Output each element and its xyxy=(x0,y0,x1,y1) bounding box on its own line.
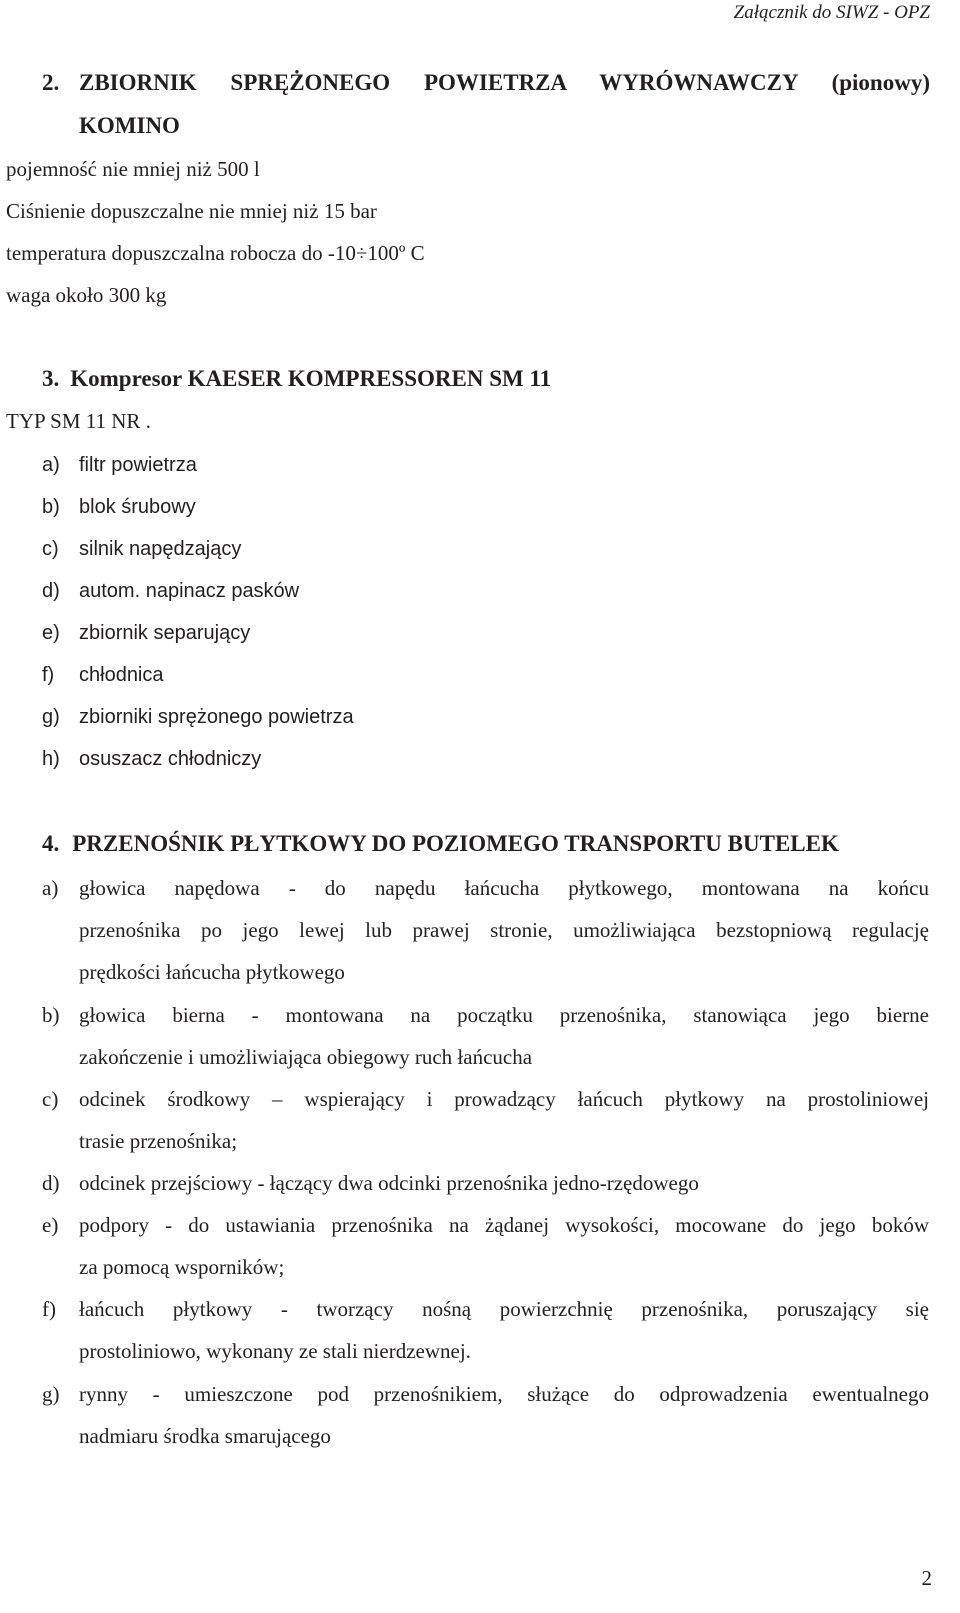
list-item-label: d) xyxy=(42,1171,60,1195)
list-item-line: głowica napędowa - do napędu łańcucha płytkowego, montowana na końcu xyxy=(79,876,929,900)
list-item-label: e) xyxy=(42,1213,59,1237)
list-item-label: c) xyxy=(42,1087,59,1111)
list-item-text: blok śrubowy xyxy=(79,496,196,518)
list-item-line: odcinek przejściowy - łączący dwa odcinki przenośnika jedno-rzędowego xyxy=(79,1171,699,1195)
page-number: 2 xyxy=(921,1566,932,1590)
section-4-heading xyxy=(42,831,839,857)
list-item-line: prędkości łańcucha płytkowego xyxy=(79,960,345,984)
list-item-label: b) xyxy=(42,1003,60,1027)
list-item-label: e) xyxy=(42,622,60,644)
section-2-param: Ciśnienie dopuszczalne nie mniej niż 15 bar xyxy=(6,199,377,223)
list-item-label: b) xyxy=(42,496,60,518)
list-item xyxy=(0,1297,960,1381)
list-item-label: f) xyxy=(42,1297,56,1321)
section-2-title-line2: KOMINO xyxy=(79,113,180,138)
list-item-line: podpory - do ustawiania przenośnika na żądanej wysokości, mocowane do jego boków xyxy=(79,1213,929,1237)
list-item-text: chłodnica xyxy=(79,664,164,686)
list-item-text: autom. napinacz pasków xyxy=(79,580,300,602)
list-item-text: filtr powietrza xyxy=(79,454,197,476)
section-3-heading xyxy=(42,366,551,392)
section-2-number: 2. xyxy=(42,70,60,95)
section-2-param: pojemność nie mniej niż 500 l xyxy=(6,157,260,181)
section-2-title: ZBIORNIK SPRĘŻONEGO POWIETRZA WYRÓWNAWCZY (pionowy) xyxy=(79,70,930,95)
list-item xyxy=(0,876,960,1002)
list-item-text: silnik napędzający xyxy=(79,538,242,560)
list-item xyxy=(0,1171,960,1213)
list-item-label: a) xyxy=(42,454,60,476)
list-item xyxy=(0,1213,960,1297)
list-item-line: zakończenie i umożliwiająca obiegowy ruch łańcucha xyxy=(79,1045,533,1069)
list-item xyxy=(0,1087,960,1171)
list-item-text: zbiorniki sprężonego powietrza xyxy=(79,706,354,728)
list-item-line: prostoliniowo, wykonany ze stali nierdzewnej. xyxy=(79,1339,471,1363)
list-item-line: przenośnika po jego lewej lub prawej stronie, umożliwiająca bezstopniową regulację xyxy=(79,918,929,942)
section-3-subtitle: TYP SM 11 NR . xyxy=(6,409,151,433)
list-item-label: g) xyxy=(42,1382,60,1406)
list-item-label: a) xyxy=(42,876,59,900)
list-item-line: głowica bierna - montowana na początku przenośnika, stanowiąca jego bierne xyxy=(79,1003,929,1027)
section-2-param: waga około 300 kg xyxy=(6,283,167,307)
section-4-title: PRZENOŚNIK PŁYTKOWY DO POZIOMEGO TRANSPORTU BUTELEK xyxy=(72,831,839,856)
list-item-line: nadmiaru środka smarującego xyxy=(79,1424,331,1448)
list-item-line: łańcuch płytkowy - tworzący nośną powierzchnię przenośnika, poruszający się xyxy=(79,1297,929,1321)
list-item-line: rynny - umieszczone pod przenośnikiem, służące do odprowadzenia ewentualnego xyxy=(79,1382,929,1406)
list-item-label: c) xyxy=(42,538,59,560)
list-item-label: d) xyxy=(42,580,60,602)
list-item-label: g) xyxy=(42,706,60,728)
list-item-line: za pomocą wsporników; xyxy=(79,1255,285,1279)
list-item-text: zbiornik separujący xyxy=(79,622,251,644)
page-header: Załącznik do SIWZ - OPZ xyxy=(733,2,930,23)
list-item-text: osuszacz chłodniczy xyxy=(79,748,262,770)
list-item-line: trasie przenośnika; xyxy=(79,1129,238,1153)
list-item xyxy=(0,1382,960,1466)
list-item-line: odcinek środkowy – wspierający i prowadzący łańcuch płytkowy na prostoliniowej xyxy=(79,1087,929,1111)
section-2-param: temperatura dopuszczalna robocza do -10÷100º C xyxy=(6,241,425,265)
list-item xyxy=(0,1003,960,1087)
list-item-label: h) xyxy=(42,748,60,770)
section-4-number: 4. xyxy=(42,831,60,856)
list-item-label: f) xyxy=(42,664,55,686)
section-3-title: Kompresor KAESER KOMPRESSOREN SM 11 xyxy=(70,366,552,391)
section-3-number: 3. xyxy=(42,366,60,391)
